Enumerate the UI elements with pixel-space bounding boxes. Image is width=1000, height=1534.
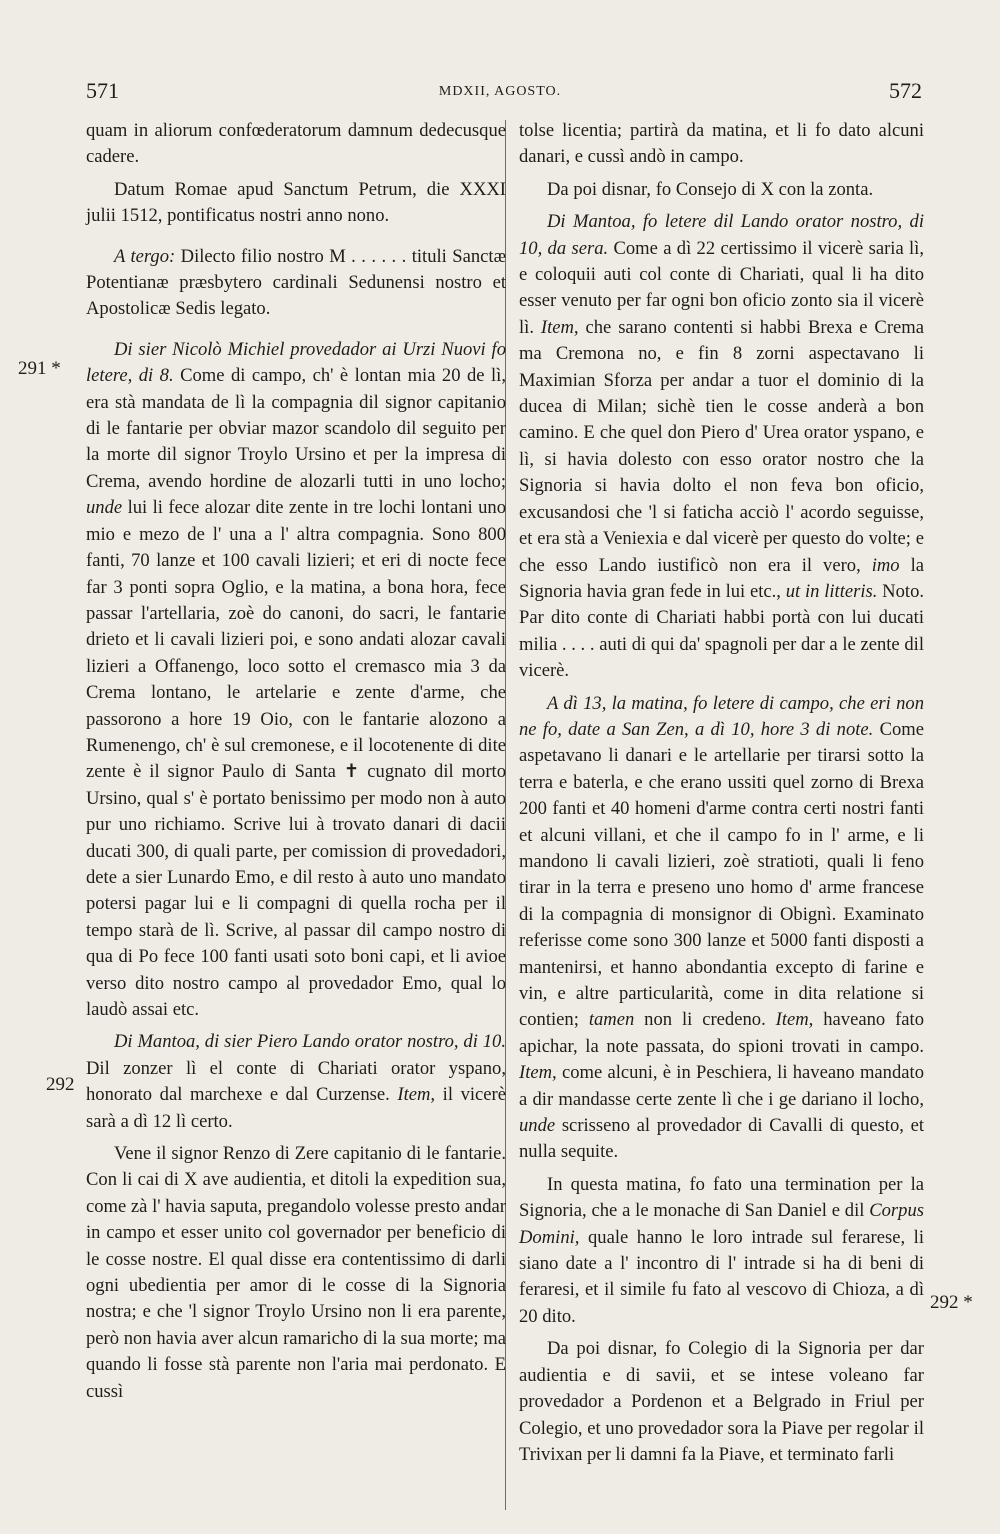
- right-column: [519, 118, 924, 1474]
- paragraph-text: Dil zonzer lì el conte di Chariati orator yspano, honorato dal marchexe e dal Curzense.: [86, 1057, 506, 1106]
- paragraph: tolse licentia; partirà da matina, et li fo dato alcuni danari, e cussì andò in campo.: [519, 120, 924, 168]
- margin-number: 291 *: [18, 358, 61, 379]
- paragraph: quam in aliorum confœderatorum damnum dedecusque cadere.: [86, 120, 506, 168]
- paragraph: Da poi disnar, fo Consejo di X con la zonta.: [547, 178, 874, 200]
- paragraph-text: haveano fato apichar, la note passata, do spioni trovati in campo.: [519, 1009, 924, 1057]
- paragraph: [86, 337, 506, 1024]
- italic-word: Item,: [775, 1009, 814, 1031]
- italic-lead: Di Mantoa, di sier Piero Lando orator nostro, di 10.: [114, 1031, 506, 1053]
- page-number-right: 572: [889, 78, 922, 103]
- italic-word: Corpus Domini,: [519, 1200, 924, 1248]
- italic-lead: A dì 13, la matina, fo letere di campo, che eri non ne fo, date a San Zen, a dì 10, hore 3 di note.: [519, 692, 924, 740]
- paragraph-text: non li credeno.: [634, 1009, 776, 1031]
- paragraph-text: scrisseno al provedador di Cavalli di questo, et nulla sequite.: [519, 1115, 924, 1163]
- paragraph: [519, 1172, 924, 1330]
- paragraph: [86, 1029, 506, 1135]
- paragraph: Datum Romae apud Sanctum Petrum, die XXXI julii 1512, pontificatus nostri anno nono.: [86, 178, 506, 227]
- paragraph-text: Come aspetavano li danari e le artellarie per tirarsi sotto la terra e baterla, e che erano ussiti quel zorno di Brexa 200 fanti et 40 homeni d'arme contra certi nostri fanti et alcuni villani, et che il campo fo in l' arme, e li mandono li cavali lizieri, zoè stratioti, quali li feno tirar in la terra e preseno uno homo d' arme francese di la compagnia di monsignor di Obignì. Examinato referisse come sono 300 lanze et 5000 fanti disposti a mantenirsi, et hanno abondantia excepto di farine e vin, e altre particularità, come in dita relatione si contien;: [519, 718, 924, 1031]
- margin-number: 292 *: [930, 1292, 973, 1313]
- italic-word: Item,: [397, 1084, 436, 1106]
- paragraph-text: come alcuni, è in Peschiera, li haveano mandato a dir mandasse certe zente lì che i ge dariano il locho,: [519, 1062, 924, 1110]
- paragraph-text: In questa matina, fo fato una termination per la Signoria, che a le monache di San Daniel e dil: [519, 1173, 924, 1222]
- italic-word: unde: [86, 497, 123, 519]
- paragraph-text: il vicerè sarà a dì 12 lì certo.: [86, 1084, 506, 1132]
- paragraph: Da poi disnar, fo Colegio di la Signoria per dar audientia e di savii, et se intese voleano far provedador a Pordenon et a Belgrado in Friul per Colegio, et uno provedador sora la Piave per regolar il Trivixan per li damni fa la Piave, et terminato farli: [519, 1338, 924, 1465]
- paragraph: [519, 209, 924, 684]
- paragraph: Vene il signor Renzo di Zere capitanio di le fantarie. Con li cai di X ave audientia, et ditoli la expedition sua, come zà l' havia saputa, pregandolo volesse presto andar in campo et esser unito col governador per beneficio di le cosse nostre. El qual disse era contentissimo di darli ogni ubedientia per amor di le cosse di la Signoria nostra; e che 'l signor Troylo Ursino non li era parente, però non havia aver alcun ramaricho di la sua morte; ma quando li fosse stà parente non l'aria mai perdonato. E cussì: [86, 1143, 507, 1402]
- italic-lead: Di sier Nicolò Michiel provedador ai Urzi Nuovi fo letere, di 8.: [86, 338, 506, 387]
- paragraph-text: che sarano contenti si habbi Brexa e Crema ma Cremona no, e fin 8 zorni aspectavano li Maximian Sforza per andar a tuor el dominio di la ducea di Milan; sichè tien le cosse anderà a bon camino. E che quel don Piero d' Urea orator yspano, e lì, si havia dolesto con esso orator nostro che la Signoria si havia dolto el non feva bon oficio, excusandosi che 'l si faticha acciò l' acordo seguisse, et era stà a Veniexia e dal vicerè per questo do volte; e che esso Lando iustificò non era il vero,: [519, 316, 924, 576]
- italic-word: unde: [519, 1115, 556, 1137]
- paragraph-text: Come a dì 22 certissimo il vicerè saria lì, e coloquii auti col conte di Chariati, qual li ha dito esser venuto per far ogni bon oficio zonto sia il vicerè lì.: [519, 237, 925, 338]
- paragraph-text: quale hanno le loro intrade sul ferarese, li siano date a l' incontro di l' intrade si ha di beni di feraresi, et il simile fu fato al vescovo di Chioza, a dì 20 dito.: [519, 1226, 924, 1327]
- paragraph: [519, 691, 924, 1166]
- italic-lead: A tergo:: [114, 245, 176, 267]
- italic-lead: Di Mantoa, fo letere dil Lando orator nostro, di 10, da sera.: [519, 211, 924, 259]
- italic-word: tamen: [588, 1009, 635, 1031]
- italic-word: Item,: [540, 316, 579, 338]
- paragraph-text: Dilecto filio nostro M . . . . . . tituli Sanctæ Potentianæ præsbytero cardinali Sedunensi nostro et Apostolicæ Sedis legato.: [86, 245, 506, 320]
- page-header: [0, 78, 1000, 108]
- paragraph-text: lui li fece alozar dite zente in tre lochi lontani uno mio e mezo de l' una a l' altra compagnia. Sono 800 fanti, 70 lanze et 100 cavali lizieri; et eri di nocte fece far 3 ponti sopra Oglio, e la matina, a bona hora, fece passar l'artellaria, zoè do canoni, do sacri, le fantarie drieto et li cavali lizieri poi, e sono andati alozar cavali lizieri a Offanengo, loco sotto el cremasco mia 3 da Crema lontano, le artelarie e zente d'arme, che passorono a hore 19 Oio, con le fantarie alozono a Rumenengo, ch' è sul cremonese, e il locotenente di dite zente è il signor Paulo di Santa ✝ cugnato dil morto Ursino, qual s' è portato benissimo per modo non à auto pur uno richiamo. Scrive lui à trovato danari di dacii ducati 300, di quali parte, per comission di provedadori, dete a sier Lunardo Emo, e dil resto à auto uno mandato potersi pagar lui e li compagni di quella rocha per il tempo starà de lì. Scrive, al passar dil campo nostro di qua di Po fece 100 fanti usati soto boni capi, et li avioe verso dito nostro campo al provedador Emo, qual lo laudò assai etc.: [86, 497, 506, 1020]
- italic-word: imo: [871, 554, 900, 576]
- paragraph-text: Noto. Par dito conte di Chariati habbi portà con lui ducati milia . . . . auti di qui da' spagnoli per dar a le zente dil vicerè.: [519, 580, 925, 682]
- italic-word: Item,: [519, 1062, 557, 1084]
- margin-number: 292: [46, 1074, 75, 1095]
- italic-word: ut in litteris.: [785, 580, 878, 602]
- paragraph: [86, 244, 506, 323]
- left-column: [86, 118, 506, 1411]
- page-number-left: 571: [86, 78, 119, 103]
- running-title: MDXII, AGOSTO.: [438, 84, 562, 99]
- paragraph-text: Come di campo, ch' è lontan mia 20 de lì, era stà mandata de lì la compagnia dil signor capitanio di le fantarie per obviar mazor scandolo dil seguito per la morte dil signor Troylo Ursino et per la impresa di Crema, avendo hordine de alozarli tutti in uno locho;: [86, 365, 506, 492]
- paragraph-text: la Signoria havia gran fede in lui etc.,: [519, 554, 924, 602]
